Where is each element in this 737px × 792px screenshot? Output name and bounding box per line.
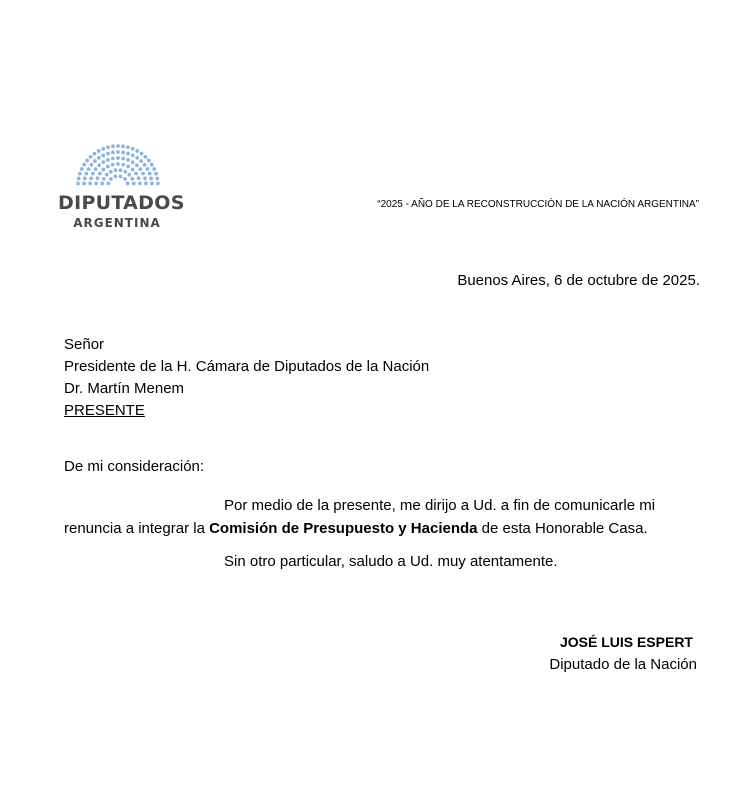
paragraph-line-2-start: renuncia a integrar la — [64, 520, 210, 537]
committee-name: Comisión de Presupuesto y Hacienda — [209, 520, 478, 537]
chamber-hemicycle-icon — [70, 142, 166, 188]
greeting: De mi consideración: — [64, 458, 205, 475]
paragraph-line-2-end: de esta Honorable Casa. — [477, 520, 648, 537]
paragraph-line-1: Por medio de la presente, me dirijo a Ud. a fin de comunicarle mi — [224, 497, 656, 514]
logo-title: DIPUTADOS — [58, 192, 185, 214]
body-paragraph-2: Sin otro particular, saludo a Ud. muy atentamente. — [224, 553, 558, 570]
body-paragraph-1 — [64, 494, 678, 540]
recipient-presente: PRESENTE — [64, 402, 145, 419]
year-motto: “2025 - AÑO DE LA RECONSTRUCCIÓN DE LA NACIÓN ARGENTINA” — [377, 199, 699, 210]
recipient-position: Presidente de la H. Cámara de Diputados de la Nación — [64, 358, 430, 375]
signature-title: Diputado de la Nación — [549, 656, 697, 673]
letter-date: Buenos Aires, 6 de octubre de 2025. — [457, 272, 700, 289]
diputados-logo — [58, 142, 185, 232]
signature-name: JOSÉ LUIS ESPERT — [559, 634, 693, 650]
recipient-block — [64, 334, 429, 422]
recipient-salutation: Señor — [64, 336, 105, 353]
recipient-name: Dr. Martín Menem — [64, 380, 185, 397]
paragraph-line-2 — [64, 517, 678, 540]
logo-subtitle: ARGENTINA — [73, 216, 161, 230]
